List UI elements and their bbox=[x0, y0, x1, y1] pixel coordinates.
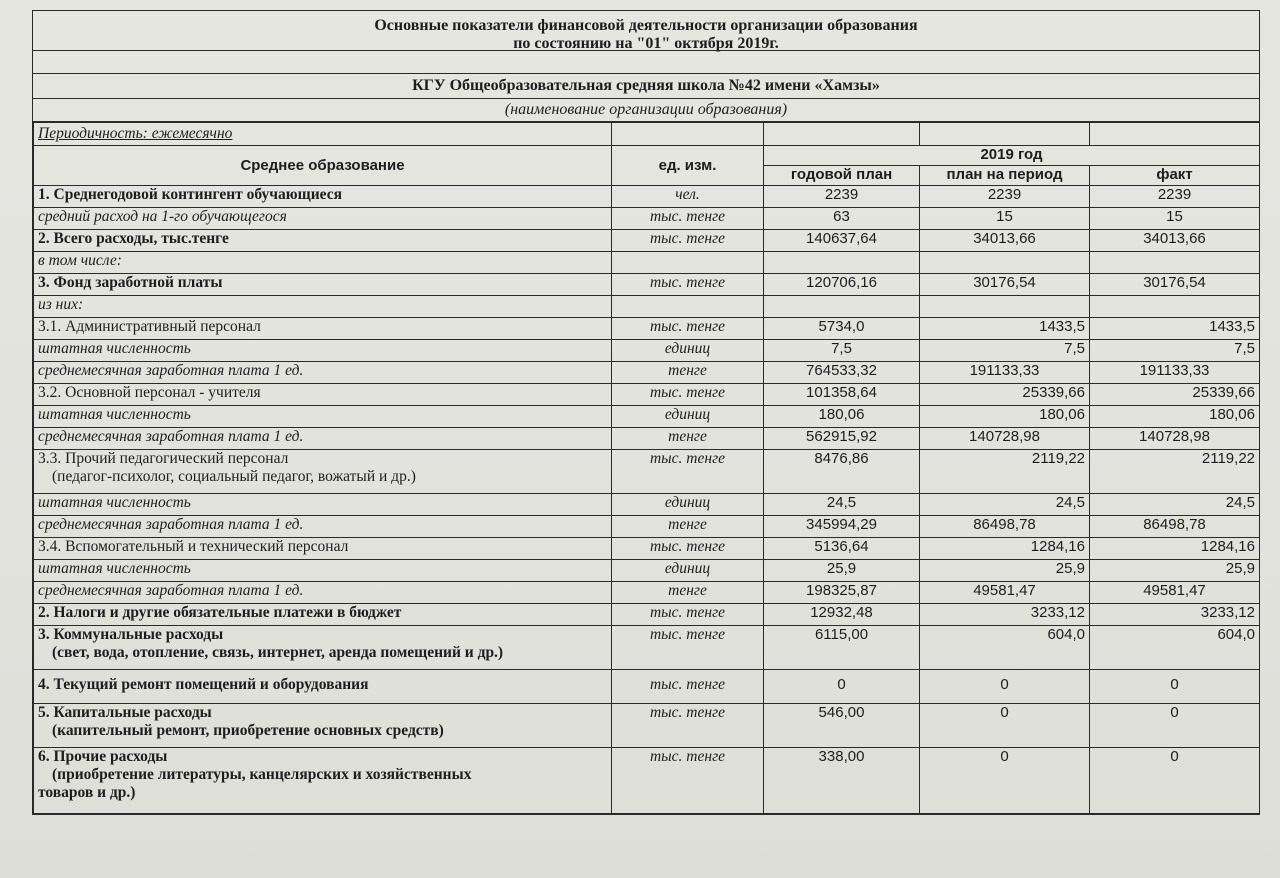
row-unit: тыс. тенге bbox=[612, 748, 764, 814]
row-name-subline: товаров и др.) bbox=[38, 784, 136, 801]
table-row bbox=[34, 604, 1260, 626]
row-unit: чел. bbox=[612, 186, 764, 208]
fact-value: 2239 bbox=[1090, 186, 1260, 208]
row-name-line: 3.2. Основной персонал - учителя bbox=[38, 384, 261, 401]
row-name-line: 3. Коммунальные расходы bbox=[38, 626, 224, 643]
row-unit: тыс. тенге bbox=[612, 626, 764, 670]
fact-value: 30176,54 bbox=[1090, 274, 1260, 296]
row-unit: тыс. тенге bbox=[612, 384, 764, 406]
annual-plan-value: 5136,64 bbox=[764, 538, 920, 560]
row-unit: тыс. тенге bbox=[612, 450, 764, 494]
fact-value: 0 bbox=[1090, 704, 1260, 748]
row-name-line: 2. Всего расходы, тыс.тенге bbox=[38, 230, 229, 247]
period-plan-value: 1284,16 bbox=[920, 538, 1090, 560]
fact-value: 86498,78 bbox=[1090, 516, 1260, 538]
col-header-period-plan: план на период bbox=[920, 166, 1090, 186]
fact-value: 25,9 bbox=[1090, 560, 1260, 582]
row-name bbox=[34, 450, 612, 494]
row-unit bbox=[612, 252, 764, 274]
row-name-line: 3. Фонд заработной платы bbox=[38, 274, 223, 291]
periodicity-label: Периодичность: ежемесячно bbox=[34, 123, 612, 146]
annual-plan-value: 5734,0 bbox=[764, 318, 920, 340]
row-name bbox=[34, 428, 612, 450]
annual-plan-value: 2239 bbox=[764, 186, 920, 208]
table-row bbox=[34, 186, 1260, 208]
table-row bbox=[34, 494, 1260, 516]
table-row bbox=[34, 208, 1260, 230]
period-plan-value: 0 bbox=[920, 748, 1090, 814]
fact-value: 191133,33 bbox=[1090, 362, 1260, 384]
row-name bbox=[34, 186, 612, 208]
annual-plan-value: 562915,92 bbox=[764, 428, 920, 450]
row-unit: тыс. тенге bbox=[612, 670, 764, 704]
annual-plan-value: 6115,00 bbox=[764, 626, 920, 670]
table-row bbox=[34, 362, 1260, 384]
row-name bbox=[34, 340, 612, 362]
table-row bbox=[34, 274, 1260, 296]
period-plan-value: 2119,22 bbox=[920, 450, 1090, 494]
fact-value: 15 bbox=[1090, 208, 1260, 230]
row-name-line: среднемесячная заработная плата 1 ед. bbox=[38, 582, 304, 599]
row-name-line: 5. Капитальные расходы bbox=[38, 704, 212, 721]
fact-value: 2119,22 bbox=[1090, 450, 1260, 494]
col-header-name: Среднее образование bbox=[34, 146, 612, 186]
period-plan-value: 86498,78 bbox=[920, 516, 1090, 538]
fact-value: 604,0 bbox=[1090, 626, 1260, 670]
row-unit: тыс. тенге bbox=[612, 538, 764, 560]
row-name-line: в том числе: bbox=[38, 252, 122, 269]
period-plan-value: 34013,66 bbox=[920, 230, 1090, 252]
row-unit: тенге bbox=[612, 582, 764, 604]
row-unit bbox=[612, 296, 764, 318]
period-plan-value: 180,06 bbox=[920, 406, 1090, 428]
row-unit: тыс. тенге bbox=[612, 318, 764, 340]
row-unit: тыс. тенге bbox=[612, 230, 764, 252]
period-plan-value: 191133,33 bbox=[920, 362, 1090, 384]
row-name-line: среднемесячная заработная плата 1 ед. bbox=[38, 516, 304, 533]
fact-value: 49581,47 bbox=[1090, 582, 1260, 604]
row-name bbox=[34, 230, 612, 252]
row-unit: единиц bbox=[612, 406, 764, 428]
row-name-line: 1. Среднегодовой контингент обучающиеся bbox=[38, 186, 342, 203]
row-name-line: среднемесячная заработная плата 1 ед. bbox=[38, 428, 304, 445]
period-plan-value: 25339,66 bbox=[920, 384, 1090, 406]
row-name bbox=[34, 748, 612, 814]
period-plan-value: 1433,5 bbox=[920, 318, 1090, 340]
annual-plan-value: 338,00 bbox=[764, 748, 920, 814]
column-header-row-1 bbox=[34, 146, 1260, 166]
row-name-line: средний расход на 1-го обучающегося bbox=[38, 208, 287, 225]
fact-value: 140728,98 bbox=[1090, 428, 1260, 450]
table-row bbox=[34, 340, 1260, 362]
organization-caption: (наименование организации образования) bbox=[33, 99, 1259, 122]
fact-value: 7,5 bbox=[1090, 340, 1260, 362]
annual-plan-value: 546,00 bbox=[764, 704, 920, 748]
annual-plan-value: 0 bbox=[764, 670, 920, 704]
row-name-line: из них: bbox=[38, 296, 84, 313]
row-name bbox=[34, 208, 612, 230]
table-row bbox=[34, 406, 1260, 428]
spacer-row bbox=[33, 51, 1259, 74]
annual-plan-value: 8476,86 bbox=[764, 450, 920, 494]
period-plan-value: 2239 bbox=[920, 186, 1090, 208]
row-unit: тыс. тенге bbox=[612, 704, 764, 748]
indicators-table bbox=[33, 122, 1260, 814]
col-header-annual-plan: годовой план bbox=[764, 166, 920, 186]
annual-plan-value: 180,06 bbox=[764, 406, 920, 428]
row-name bbox=[34, 626, 612, 670]
fact-value: 34013,66 bbox=[1090, 230, 1260, 252]
row-name-line: штатная численность bbox=[38, 406, 191, 423]
row-name bbox=[34, 604, 612, 626]
table-row bbox=[34, 296, 1260, 318]
period-plan-value: 7,5 bbox=[920, 340, 1090, 362]
table-row bbox=[34, 516, 1260, 538]
organization-name: КГУ Общеобразовательная средняя школа №42 имени «Хамзы» bbox=[33, 74, 1259, 99]
period-plan-value: 604,0 bbox=[920, 626, 1090, 670]
fact-value: 1433,5 bbox=[1090, 318, 1260, 340]
row-unit: единиц bbox=[612, 494, 764, 516]
row-name-subline: (капительный ремонт, приобретение основных средств) bbox=[52, 722, 444, 739]
annual-plan-value: 120706,16 bbox=[764, 274, 920, 296]
fact-value: 3233,12 bbox=[1090, 604, 1260, 626]
period-plan-value: 30176,54 bbox=[920, 274, 1090, 296]
col-header-unit: ед. изм. bbox=[612, 146, 764, 186]
period-plan-value: 25,9 bbox=[920, 560, 1090, 582]
row-name-line: штатная численность bbox=[38, 494, 191, 511]
period-plan-value: 140728,98 bbox=[920, 428, 1090, 450]
period-plan-value: 0 bbox=[920, 670, 1090, 704]
table-row bbox=[34, 748, 1260, 814]
row-unit: тыс. тенге bbox=[612, 208, 764, 230]
row-name-line: 6. Прочие расходы bbox=[38, 748, 168, 765]
table-row bbox=[34, 704, 1260, 748]
row-unit: тенге bbox=[612, 428, 764, 450]
row-name bbox=[34, 538, 612, 560]
annual-plan-value: 25,9 bbox=[764, 560, 920, 582]
row-name bbox=[34, 516, 612, 538]
fact-value: 25339,66 bbox=[1090, 384, 1260, 406]
row-name-line: штатная численность bbox=[38, 340, 191, 357]
row-unit: тенге bbox=[612, 516, 764, 538]
period-plan-value: 49581,47 bbox=[920, 582, 1090, 604]
annual-plan-value: 7,5 bbox=[764, 340, 920, 362]
row-name-subline: (педагог-психолог, социальный педагог, вожатый и др.) bbox=[52, 468, 416, 485]
row-name-line: 4. Текущий ремонт помещений и оборудования bbox=[38, 676, 369, 693]
row-name-line: штатная численность bbox=[38, 560, 191, 577]
fact-value: 180,06 bbox=[1090, 406, 1260, 428]
row-unit: тыс. тенге bbox=[612, 604, 764, 626]
row-name-line: 3.4. Вспомогательный и технический персонал bbox=[38, 538, 349, 555]
row-name-line: 2. Налоги и другие обязательные платежи в бюджет bbox=[38, 604, 402, 621]
fact-value: 24,5 bbox=[1090, 494, 1260, 516]
row-name bbox=[34, 384, 612, 406]
report-title bbox=[33, 11, 1259, 51]
row-name bbox=[34, 296, 612, 318]
row-name bbox=[34, 252, 612, 274]
table-row bbox=[34, 582, 1260, 604]
period-plan-value: 3233,12 bbox=[920, 604, 1090, 626]
row-name bbox=[34, 318, 612, 340]
annual-plan-value: 764533,32 bbox=[764, 362, 920, 384]
annual-plan-value: 140637,64 bbox=[764, 230, 920, 252]
fact-value: 0 bbox=[1090, 748, 1260, 814]
table-row bbox=[34, 560, 1260, 582]
row-name bbox=[34, 560, 612, 582]
fact-value: 1284,16 bbox=[1090, 538, 1260, 560]
period-plan-value: 0 bbox=[920, 704, 1090, 748]
fact-value bbox=[1090, 252, 1260, 274]
col-header-fact: факт bbox=[1090, 166, 1260, 186]
table-row bbox=[34, 230, 1260, 252]
annual-plan-value bbox=[764, 296, 920, 318]
col-header-year: 2019 год bbox=[764, 146, 1260, 166]
title-line-1: Основные показатели финансовой деятельности организации образования bbox=[374, 17, 918, 34]
row-unit: тенге bbox=[612, 362, 764, 384]
annual-plan-value: 24,5 bbox=[764, 494, 920, 516]
table-row bbox=[34, 450, 1260, 494]
table-row bbox=[34, 384, 1260, 406]
row-name-line: 3.3. Прочий педагогический персонал bbox=[38, 450, 289, 467]
row-name bbox=[34, 362, 612, 384]
table-row bbox=[34, 670, 1260, 704]
row-unit: единиц bbox=[612, 560, 764, 582]
row-name bbox=[34, 582, 612, 604]
period-plan-value bbox=[920, 296, 1090, 318]
financial-report-document bbox=[32, 10, 1260, 815]
period-plan-value bbox=[920, 252, 1090, 274]
annual-plan-value: 12932,48 bbox=[764, 604, 920, 626]
annual-plan-value: 198325,87 bbox=[764, 582, 920, 604]
row-name bbox=[34, 704, 612, 748]
period-plan-value: 24,5 bbox=[920, 494, 1090, 516]
fact-value bbox=[1090, 296, 1260, 318]
periodicity-row bbox=[34, 123, 1260, 146]
row-unit: единиц bbox=[612, 340, 764, 362]
table-row bbox=[34, 538, 1260, 560]
row-name bbox=[34, 406, 612, 428]
annual-plan-value: 63 bbox=[764, 208, 920, 230]
table-row bbox=[34, 318, 1260, 340]
table-row bbox=[34, 626, 1260, 670]
row-name bbox=[34, 274, 612, 296]
annual-plan-value: 101358,64 bbox=[764, 384, 920, 406]
fact-value: 0 bbox=[1090, 670, 1260, 704]
row-name bbox=[34, 670, 612, 704]
annual-plan-value: 345994,29 bbox=[764, 516, 920, 538]
table-row bbox=[34, 428, 1260, 450]
table-row bbox=[34, 252, 1260, 274]
period-plan-value: 15 bbox=[920, 208, 1090, 230]
annual-plan-value bbox=[764, 252, 920, 274]
row-name-line: среднемесячная заработная плата 1 ед. bbox=[38, 362, 304, 379]
title-line-2: по состоянию на "01" октября 2019г. bbox=[513, 35, 779, 52]
row-name-subline: (свет, вода, отопление, связь, интернет, аренда помещений и др.) bbox=[52, 644, 504, 661]
row-name-subline: (приобретение литературы, канцелярских и хозяйственных bbox=[52, 766, 472, 783]
row-name bbox=[34, 494, 612, 516]
row-name-line: 3.1. Административный персонал bbox=[38, 318, 261, 335]
row-unit: тыс. тенге bbox=[612, 274, 764, 296]
